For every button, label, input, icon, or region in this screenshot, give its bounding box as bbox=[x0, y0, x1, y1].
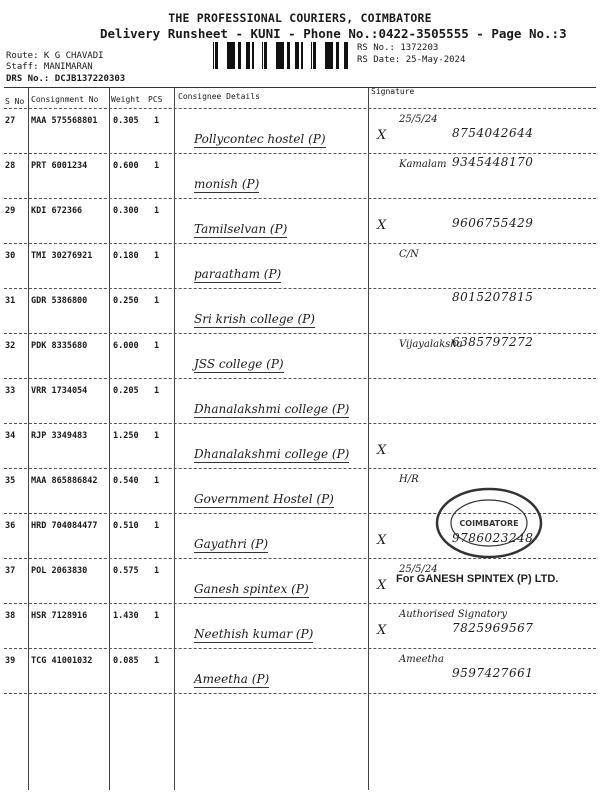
row-pcs: 1 bbox=[154, 341, 160, 351]
staff-label: Staff: MANIMARAN bbox=[6, 62, 93, 72]
table-row bbox=[4, 603, 596, 649]
col-consignee-details: Consignee Details bbox=[178, 92, 260, 101]
col-consignment: Consignment No bbox=[31, 95, 99, 104]
row-weight: 0.300 bbox=[113, 206, 139, 216]
row-consignment-no: MAA 865886842 bbox=[31, 476, 98, 486]
row-signature-note: H/R bbox=[399, 474, 419, 485]
row-weight: 6.000 bbox=[113, 341, 139, 351]
row-consignment-no: KDI 672366 bbox=[31, 206, 83, 216]
table-row bbox=[4, 378, 596, 424]
col-signature: Signature bbox=[371, 87, 415, 96]
row-signature-mark: X bbox=[377, 443, 387, 458]
row-signature-mark: X bbox=[377, 533, 387, 548]
row-consignee-handwritten: Tamilselvan (P) bbox=[194, 222, 288, 236]
row-weight: 0.575 bbox=[113, 566, 139, 576]
row-sno: 35 bbox=[5, 476, 16, 486]
table-row bbox=[4, 198, 596, 244]
row-consignee-handwritten: Government Hostel (P) bbox=[194, 492, 334, 506]
table-row bbox=[4, 423, 596, 469]
row-consignment-no: PDK 8335680 bbox=[31, 341, 88, 351]
barcode bbox=[212, 42, 350, 69]
row-consignment-no: HRD 704084477 bbox=[31, 521, 98, 531]
route-label: Route: K G CHAVADI bbox=[6, 51, 104, 61]
row-weight: 1.430 bbox=[113, 611, 139, 621]
row-pcs: 1 bbox=[154, 656, 160, 666]
runsheet-table bbox=[4, 87, 596, 790]
table-header bbox=[4, 88, 596, 109]
row-consignment-no: MAA 575568801 bbox=[31, 116, 98, 126]
row-weight: 0.510 bbox=[113, 521, 139, 531]
table-row bbox=[4, 648, 596, 694]
row-pcs: 1 bbox=[154, 116, 160, 126]
row-consignee-handwritten: Dhanalakshmi college (P) bbox=[194, 447, 350, 461]
row-sno: 34 bbox=[5, 431, 16, 441]
table-row bbox=[4, 333, 596, 379]
drs-number bbox=[6, 74, 125, 84]
table-row bbox=[4, 108, 596, 154]
row-phone-handwritten: 9786023248 bbox=[452, 531, 534, 545]
row-sno: 36 bbox=[5, 521, 16, 531]
row-sno: 31 bbox=[5, 296, 16, 306]
row-pcs: 1 bbox=[154, 161, 160, 171]
row-consignment-no: VRR 1734054 bbox=[31, 386, 88, 396]
row-signature-mark: X bbox=[377, 578, 387, 593]
row-signature-mark: X bbox=[377, 623, 387, 638]
row-pcs: 1 bbox=[154, 386, 160, 396]
row-pcs: 1 bbox=[154, 296, 160, 306]
rs-number: RS No.: 1372203 bbox=[357, 43, 439, 53]
row-phone-handwritten: 7825969567 bbox=[452, 621, 534, 635]
svg-text:COIMBATORE: COIMBATORE bbox=[459, 519, 519, 528]
row-consignee-handwritten: Neethish kumar (P) bbox=[194, 627, 314, 641]
rs-date: RS Date: 25-May-2024 bbox=[357, 55, 466, 65]
row-phone-handwritten: 9597427661 bbox=[452, 666, 534, 680]
row-consignment-no: PRT 6001234 bbox=[31, 161, 88, 171]
row-pcs: 1 bbox=[154, 611, 160, 621]
drs-label: DRS No.: bbox=[6, 74, 50, 84]
table-row bbox=[4, 153, 596, 199]
row-consignment-no: RJP 3349483 bbox=[31, 431, 88, 441]
row-signature-note: 25/5/24 bbox=[399, 564, 438, 575]
row-consignee-handwritten: Ganesh spintex (P) bbox=[194, 582, 309, 596]
row-signature-mark: X bbox=[377, 218, 387, 233]
row-weight: 0.540 bbox=[113, 476, 139, 486]
row-sno: 28 bbox=[5, 161, 16, 171]
row-signature-mark: X bbox=[377, 128, 387, 143]
row-sno: 37 bbox=[5, 566, 16, 576]
row-consignment-no: GDR 5386800 bbox=[31, 296, 88, 306]
row-signature-note: Ameetha bbox=[399, 654, 444, 665]
company-name: THE PROFESSIONAL COURIERS, COIMBATORE bbox=[168, 11, 432, 25]
row-phone-handwritten: 9606755429 bbox=[452, 216, 534, 230]
row-sno: 29 bbox=[5, 206, 16, 216]
row-pcs: 1 bbox=[154, 521, 160, 531]
row-pcs: 1 bbox=[154, 251, 160, 261]
row-sno: 27 bbox=[5, 116, 16, 126]
row-consignee-handwritten: monish (P) bbox=[194, 177, 260, 191]
row-consignee-handwritten: JSS college (P) bbox=[194, 357, 284, 371]
college-seal bbox=[429, 483, 549, 563]
row-sno: 38 bbox=[5, 611, 16, 621]
row-signature-note: Vijayalaksha bbox=[399, 339, 463, 350]
row-consignee-handwritten: Pollycontec hostel (P) bbox=[194, 132, 326, 146]
row-consignee-handwritten: Sri krish college (P) bbox=[194, 312, 315, 326]
row-consignee-handwritten: paraatham (P) bbox=[194, 267, 282, 281]
row-sno: 39 bbox=[5, 656, 16, 666]
row-sno: 33 bbox=[5, 386, 16, 396]
row-weight: 0.180 bbox=[113, 251, 139, 261]
row-consignee-handwritten: Ameetha (P) bbox=[194, 672, 270, 686]
row-weight: 0.305 bbox=[113, 116, 139, 126]
row-consignee-handwritten: Gayathri (P) bbox=[194, 537, 269, 551]
row-phone-handwritten: 8015207815 bbox=[452, 290, 534, 304]
row-sno: 30 bbox=[5, 251, 16, 261]
row-pcs: 1 bbox=[154, 206, 160, 216]
row-phone-handwritten: 9345448170 bbox=[452, 155, 534, 169]
row-signature-note: Authorised Signatory bbox=[399, 609, 508, 620]
col-pcs: PCS bbox=[148, 95, 163, 104]
row-phone-handwritten: 6385797272 bbox=[452, 335, 534, 349]
stamp-company-name: For GANESH SPINTEX (P) LTD. bbox=[396, 573, 559, 585]
row-weight: 0.205 bbox=[113, 386, 139, 396]
row-pcs: 1 bbox=[154, 431, 160, 441]
row-weight: 0.600 bbox=[113, 161, 139, 171]
drs-value: DCJB137220303 bbox=[54, 74, 126, 84]
row-weight: 1.250 bbox=[113, 431, 139, 441]
table-row bbox=[4, 243, 596, 289]
row-signature-note: 25/5/24 bbox=[399, 114, 438, 125]
row-consignment-no: HSR 7128916 bbox=[31, 611, 88, 621]
row-pcs: 1 bbox=[154, 476, 160, 486]
row-consignee-handwritten: Dhanalakshmi college (P) bbox=[194, 402, 350, 416]
col-sno: S No bbox=[5, 97, 25, 106]
table-row bbox=[4, 288, 596, 334]
runsheet-title: Delivery Runsheet - KUNI - Phone No.:0422-3505555 - Page No.:3 bbox=[100, 26, 567, 41]
row-sno: 32 bbox=[5, 341, 16, 351]
row-consignment-no: TMI 30276921 bbox=[31, 251, 93, 261]
row-consignment-no: POL 2063830 bbox=[31, 566, 88, 576]
col-weight: Weight bbox=[111, 95, 140, 104]
row-signature-note: Kamalam bbox=[399, 159, 447, 170]
row-weight: 0.085 bbox=[113, 656, 139, 666]
row-consignment-no: TCG 41001032 bbox=[31, 656, 93, 666]
row-weight: 0.250 bbox=[113, 296, 139, 306]
row-phone-handwritten: 8754042644 bbox=[452, 126, 534, 140]
row-signature-note: C/N bbox=[399, 249, 419, 260]
row-pcs: 1 bbox=[154, 566, 160, 576]
